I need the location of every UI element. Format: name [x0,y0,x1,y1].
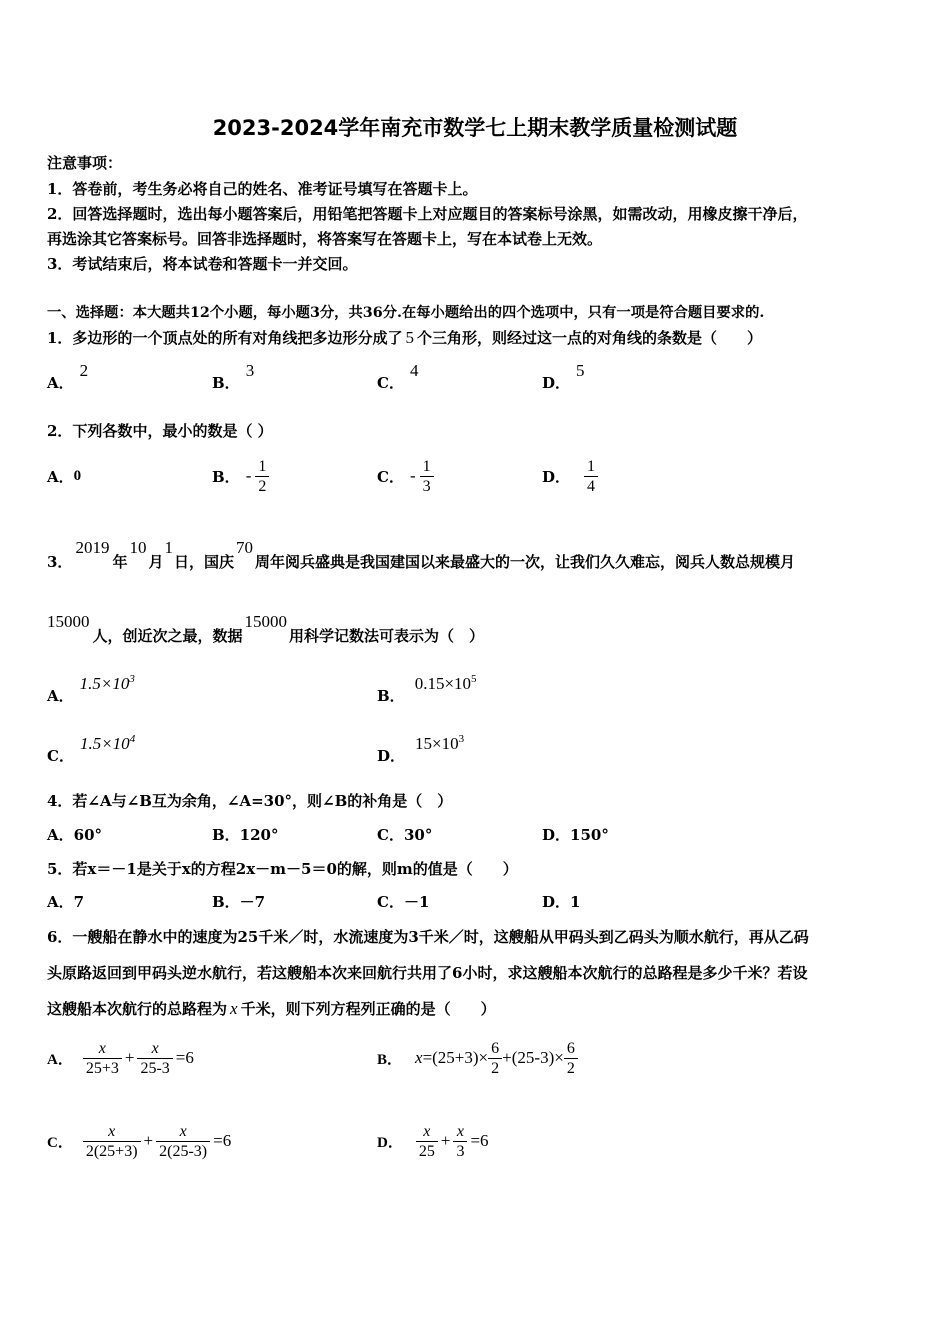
q6-option-d: D． $\frac{x}{25}$ + $\frac{x}{3}$ =6 [377,1122,489,1160]
question-6-line3: 这艘船本次航行的总路程为 x 千米，则下列方程列正确的是（ ） [47,999,496,1018]
q6-option-a: A． $\frac{x}{25+3}$ + $\frac{x}{25-3}$ =6 [47,1039,194,1077]
question-6-line2: 头原路返回到甲码头逆水航行，若这艘船本次来回航行共用了6小时，求这艘船本次航行的总路程是多少千米？若设 [47,964,808,982]
q2-option-b: B． - $\frac{1}{2}$ [212,454,269,498]
question-4-stem: 4．若∠A与∠B互为余角，∠A=30°，则∠B的补角是（ ） [47,792,453,810]
q4-option-b: B．120° [212,826,279,844]
q3-option-b: B．$0.15\times 10^5$ [377,673,477,705]
q1-option-c: C．4 [377,361,419,392]
q6-option-b: B． x =(25+3)× $\frac{6}{2}$ +(25-3)× $\frac{6}{2}$ [377,1034,578,1082]
notice-item: 2．回答选择题时，选出每小题答案后，用铅笔把答题卡上对应题目的答案标号涂黑，如需改动，用橡皮擦干净后， [47,205,808,223]
q6-option-c: C． $\frac{x}{2(25+3)}$ + $\frac{x}{2(25-3)}$ =6 [47,1122,232,1160]
question-3-stem-line2: 15000人，创近次之最，数据15000用科学记数法可表示为（ ） [47,612,485,645]
q1-option-d: D．5 [542,361,585,392]
q1-option-a: A．2 [47,361,89,392]
notice-item: 3．考试结束后，将本试卷和答题卡一并交回。 [47,255,358,273]
q4-option-d: D．150° [542,826,609,844]
q5-option-d: D．1 [542,893,581,911]
q3-option-d: D．$15\times 10^3$ [377,733,465,765]
question-5-stem: 5．若x＝－1是关于x的方程2x－m－5＝0的解，则m的值是（ ） [47,860,518,878]
question-3-stem-line1: 3．2019年10月1日，国庆70周年阅兵盛典是我国建国以来最盛大的一次，让我们久久难忘，阅兵人数总规模月 [47,538,795,571]
q2-option-d: D． $\frac{1}{4}$ [542,454,598,498]
q5-option-a: A．7 [47,893,85,911]
q3-option-c: C．$1.5\times 10^4$ [47,733,136,765]
q2-option-a: A． 0 [47,467,82,486]
notice-item: 再选涂其它答案标号。回答非选择题时，将答案写在答题卡上，写在本试卷上无效。 [47,230,603,248]
q3-option-a: A．$1.5\times 10^3$ [47,673,135,705]
question-2-stem: 2．下列各数中，最小的数是（ ） [47,422,273,440]
q5-option-b: B．－7 [212,893,266,911]
page-title: 2023-2024学年南充市数学七上期末教学质量检测试题 [212,116,738,140]
q4-option-c: C．30° [377,826,433,844]
question-6-line1: 6．一艘船在静水中的速度为25千米／时，水流速度为3千米／时，这艘船从甲码头到乙码头为顺水航行，再从乙码 [47,928,809,946]
q1-option-b: B．3 [212,361,255,392]
question-1-stem: 1．多边形的一个顶点处的所有对角线把多边形分成了 5 个三角形，则经过这一点的对角线的条数是（ ） [47,328,762,347]
q4-option-a: A．60° [47,826,103,844]
q5-option-c: C．－1 [377,893,430,911]
q2-option-c: C． - $\frac{1}{3}$ [377,454,434,498]
section-heading: 一、选择题：本大题共12个小题，每小题3分，共36分.在每小题给出的四个选项中，只有一项是符合题目要求的. [47,305,765,321]
notice-item: 1．答卷前，考生务必将自己的姓名、准考证号填写在答题卡上。 [47,180,478,198]
notice-heading: 注意事项： [47,154,123,172]
